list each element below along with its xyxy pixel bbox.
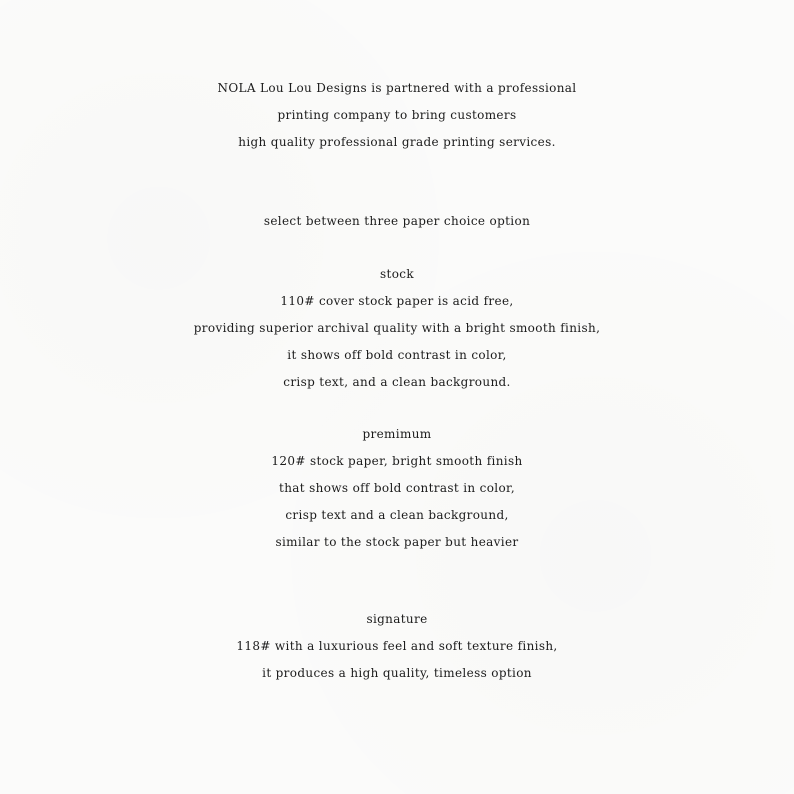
select-prompt: select between three paper choice option xyxy=(263,214,531,228)
intro-line-3: high quality professional grade printing services. xyxy=(238,135,556,149)
option-stock-title: stock xyxy=(380,267,414,281)
option-stock-line-2: providing superior archival quality with a bright smooth finish, xyxy=(193,321,601,335)
option-premimum-line-3: crisp text and a clean background, xyxy=(285,508,509,522)
option-signature-title: signature xyxy=(366,612,428,626)
option-premimum-title: premimum xyxy=(362,427,432,441)
intro-line-1: NOLA Lou Lou Designs is partnered with a professional xyxy=(217,81,577,95)
option-stock-line-3: it shows off bold contrast in color, xyxy=(287,348,507,362)
intro-line-2: printing company to bring customers xyxy=(277,108,517,122)
option-signature-line-2: it produces a high quality, timeless option xyxy=(262,666,532,680)
option-premimum-line-4: similar to the stock paper but heavier xyxy=(275,535,519,549)
option-stock-line-4: crisp text, and a clean background. xyxy=(283,375,511,389)
option-signature-line-1: 118# with a luxurious feel and soft texture finish, xyxy=(236,639,558,653)
option-stock-line-1: 110# cover stock paper is acid free, xyxy=(280,294,514,308)
option-premimum-line-2: that shows off bold contrast in color, xyxy=(279,481,515,495)
option-premimum-line-1: 120# stock paper, bright smooth finish xyxy=(271,454,523,468)
